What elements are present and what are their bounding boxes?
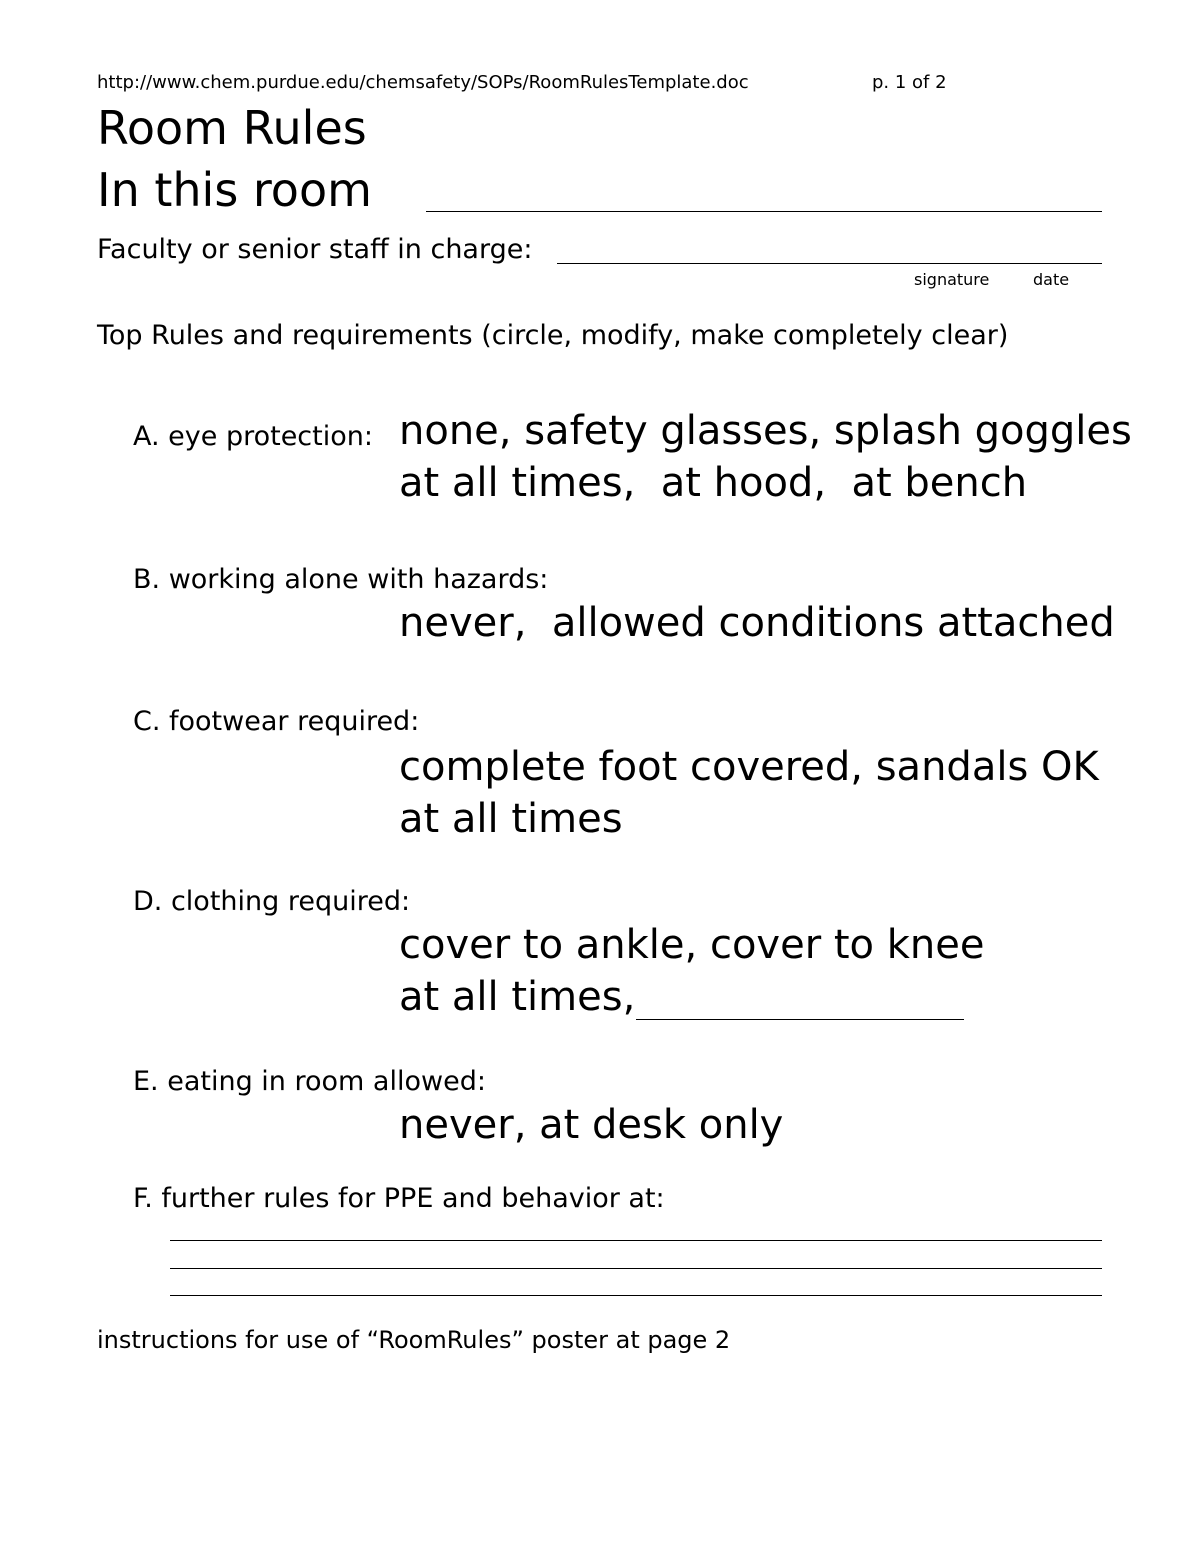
faculty-label: Faculty or senior staff in charge: — [97, 234, 533, 265]
rule-d-options-2: at all times, — [399, 974, 636, 1020]
signature-caption: signature — [914, 270, 990, 289]
page-title: Room Rules — [97, 101, 367, 155]
faculty-signature-line[interactable] — [557, 263, 1102, 264]
rule-c-options-2: at all times — [399, 796, 623, 842]
room-blank-line[interactable] — [426, 211, 1102, 212]
rule-d-label: D. clothing required: — [133, 886, 411, 917]
page-number: p. 1 of 2 — [872, 72, 947, 93]
rule-c-options: complete foot covered, sandals OK — [399, 744, 1099, 790]
rule-a-options-2: at all times, at hood, at bench — [399, 460, 1028, 506]
rule-e-options: never, at desk only — [399, 1102, 784, 1148]
rule-f-label: F. further rules for PPE and behavior at: — [133, 1183, 665, 1214]
rule-b-options: never, allowed conditions attached — [399, 600, 1115, 646]
further-rules-line[interactable] — [170, 1268, 1102, 1269]
rule-c-label: C. footwear required: — [133, 706, 420, 737]
clothing-blank-line[interactable] — [636, 1019, 964, 1020]
instructions-note: instructions for use of “RoomRules” poster at page 2 — [97, 1326, 731, 1354]
rule-b-label: B. working alone with hazards: — [133, 564, 549, 595]
date-caption: date — [1033, 270, 1070, 289]
room-label: In this room — [97, 163, 372, 217]
rule-d-options: cover to ankle, cover to knee — [399, 922, 985, 968]
rule-a-label: A. eye protection: — [133, 421, 373, 452]
further-rules-line[interactable] — [170, 1295, 1102, 1296]
rules-intro: Top Rules and requirements (circle, modify, make completely clear) — [97, 320, 1009, 351]
further-rules-line[interactable] — [170, 1240, 1102, 1241]
rule-a-options: none, safety glasses, splash goggles — [399, 408, 1132, 454]
rule-e-label: E. eating in room allowed: — [133, 1066, 486, 1097]
document-url: http://www.chem.purdue.edu/chemsafety/SOPs/RoomRulesTemplate.doc — [97, 72, 749, 93]
